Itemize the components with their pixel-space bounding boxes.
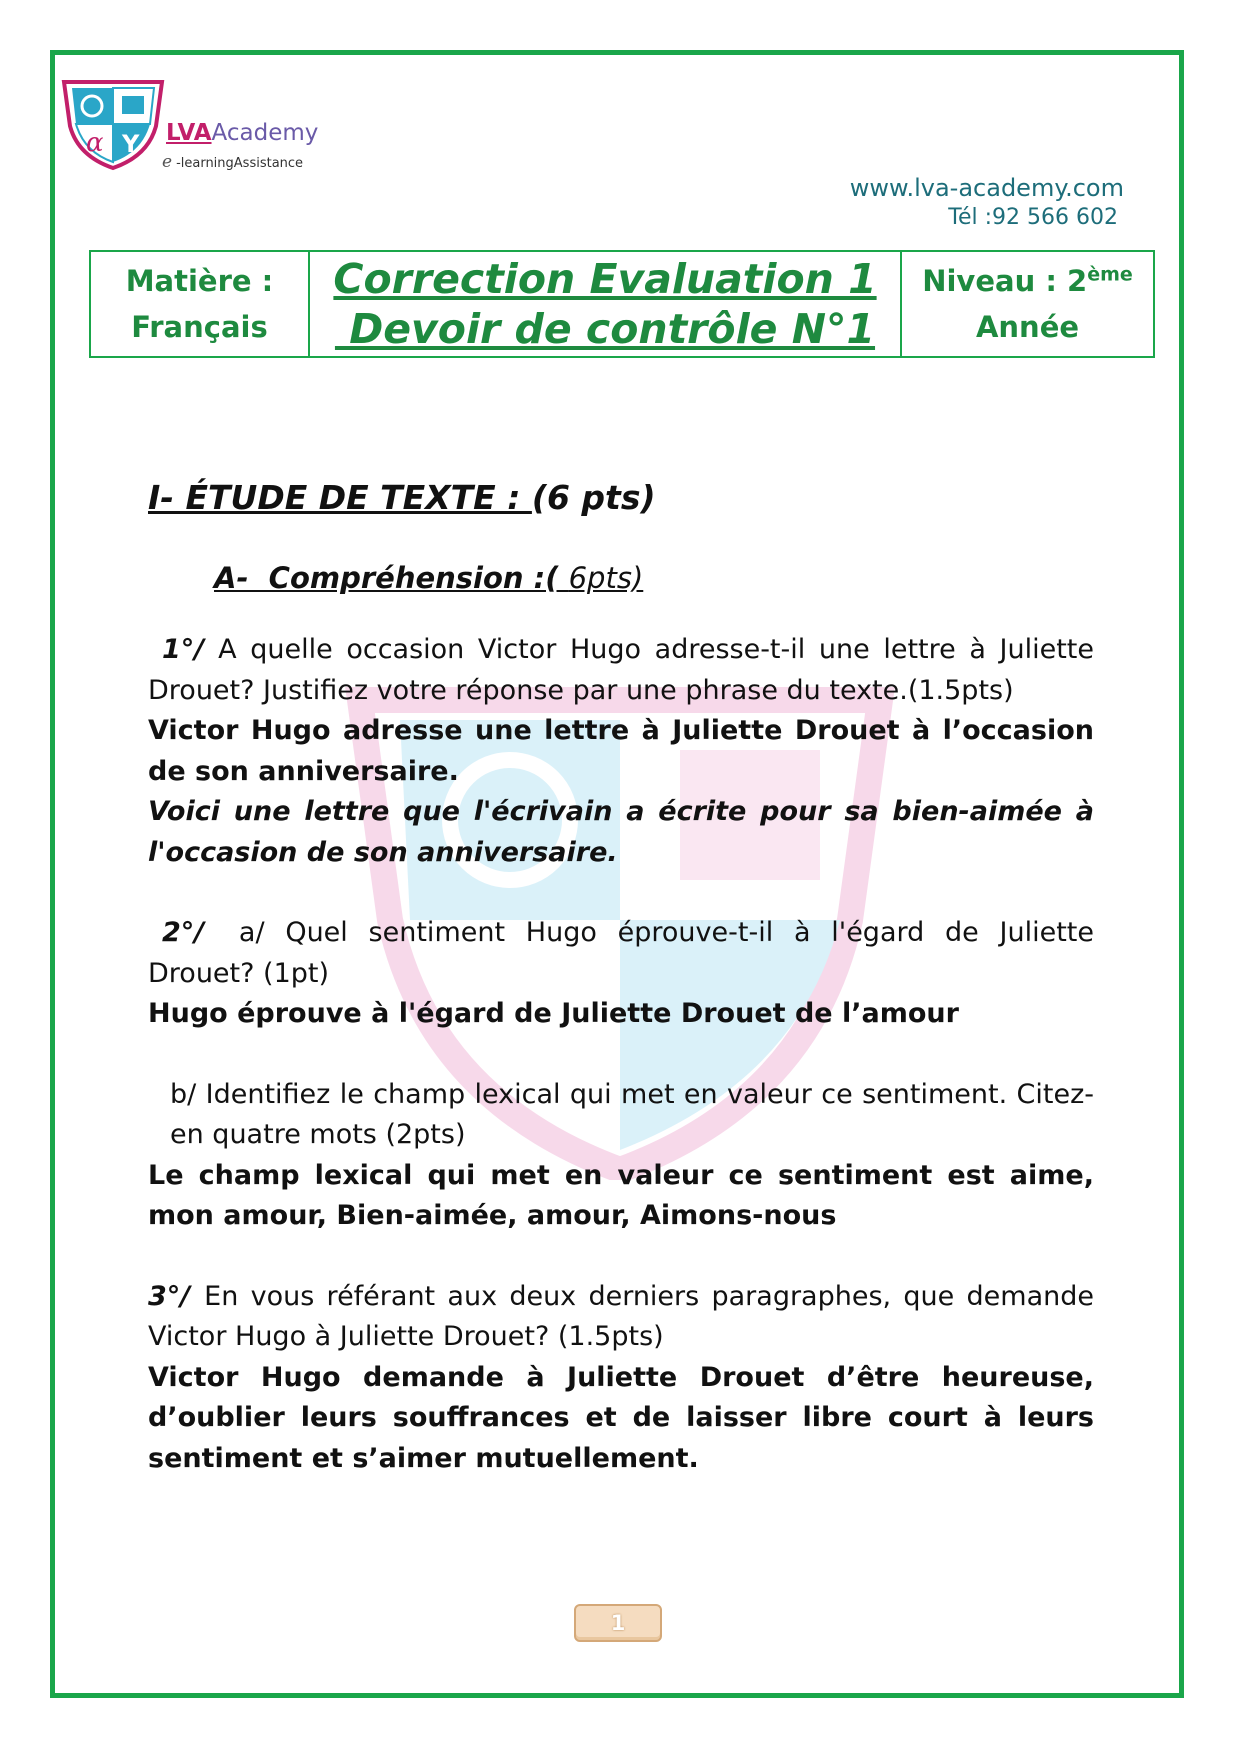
question-3-text: En vous référant aux deux derniers paragraphes, que demande Victor Hugo à Juliette Drouet? (1.5pts)	[148, 1280, 1094, 1352]
answer-3: Victor Hugo demande à Juliette Drouet d’être heureuse, d’oublier leurs souffrances et de laisser libre court à leurs sentiment et s’aimer mutuellement.	[148, 1361, 1094, 1474]
question-3-number: 3°/	[148, 1280, 191, 1312]
question-2a-text: a/ Quel sentiment Hugo éprouve-t-il à l'égard de Juliette Drouet? (1pt)	[148, 917, 1094, 989]
subject-label: Matière :	[125, 264, 274, 298]
subsection-title	[214, 552, 1094, 604]
subsection-title-text: A- Compréhension :(	[214, 561, 569, 595]
subsection-points: 6pts)	[568, 561, 644, 595]
question-2b: b/ Identifiez le champ lexical qui met en valeur ce sentiment. Citez-en quatre mots (2pts)	[170, 1078, 1094, 1150]
answer-1-quote: Voici une lettre que l'écrivain a écrite pour sa bien-aimée à l'occasion de son anniversaire.	[148, 796, 1094, 868]
level-label	[922, 258, 1133, 304]
phone-number: Tél :92 566 602	[948, 205, 1118, 230]
brand-name	[166, 120, 318, 146]
page-number: 1	[574, 1604, 662, 1642]
document-title-line1: Correction Evaluation 1	[333, 255, 877, 303]
title-cell	[310, 252, 902, 356]
website-link[interactable]: www.lva-academy.com	[849, 174, 1124, 202]
level-superscript: ème	[1087, 263, 1133, 286]
answer-2b: Le champ lexical qui met en valeur ce sentiment est aime, mon amour, Bien-aimée, amour, Aimons-nous	[148, 1159, 1094, 1231]
contact-info	[850, 173, 1124, 233]
level-value: Année	[975, 310, 1080, 344]
tagline-text: -learningAssistance	[176, 156, 304, 171]
question-2a	[148, 913, 1094, 994]
svg-text:Y: Y	[122, 130, 140, 158]
question-1	[148, 630, 1094, 711]
answer-1: Victor Hugo adresse une lettre à Juliette Drouet à l’occasion de son anniversaire.	[148, 715, 1094, 787]
header-table	[89, 250, 1155, 358]
level-cell	[902, 252, 1153, 356]
subject-value: Français	[131, 310, 268, 344]
svg-text:α: α	[86, 128, 104, 158]
brand-tagline	[162, 152, 303, 172]
brand-name-lva: LVA	[166, 120, 212, 146]
tagline-e-letter: e	[162, 152, 173, 172]
lva-academy-logo	[58, 76, 168, 172]
document-title-line2: Devoir de contrôle N°1	[334, 305, 876, 353]
section-points: (6 pts)	[531, 478, 656, 517]
document-body	[148, 470, 1094, 1479]
brand-name-academy: Academy	[211, 120, 319, 146]
level-label-text: Niveau : 2	[922, 264, 1088, 298]
question-3	[148, 1277, 1094, 1358]
answer-2a: Hugo éprouve à l'égard de Juliette Drouet de l’amour	[148, 998, 959, 1029]
question-2-number: 2°/	[162, 917, 205, 948]
question-1-text: A quelle occasion Victor Hugo adresse-t-il une lettre à Juliette Drouet? Justifiez votre réponse par une phrase du texte.(1.5pts)	[148, 634, 1094, 706]
subject-cell	[91, 252, 310, 356]
section-title	[148, 470, 1094, 526]
question-1-number: 1°/	[162, 634, 205, 665]
section-title-text: I- ÉTUDE DE TEXTE :	[148, 478, 532, 517]
